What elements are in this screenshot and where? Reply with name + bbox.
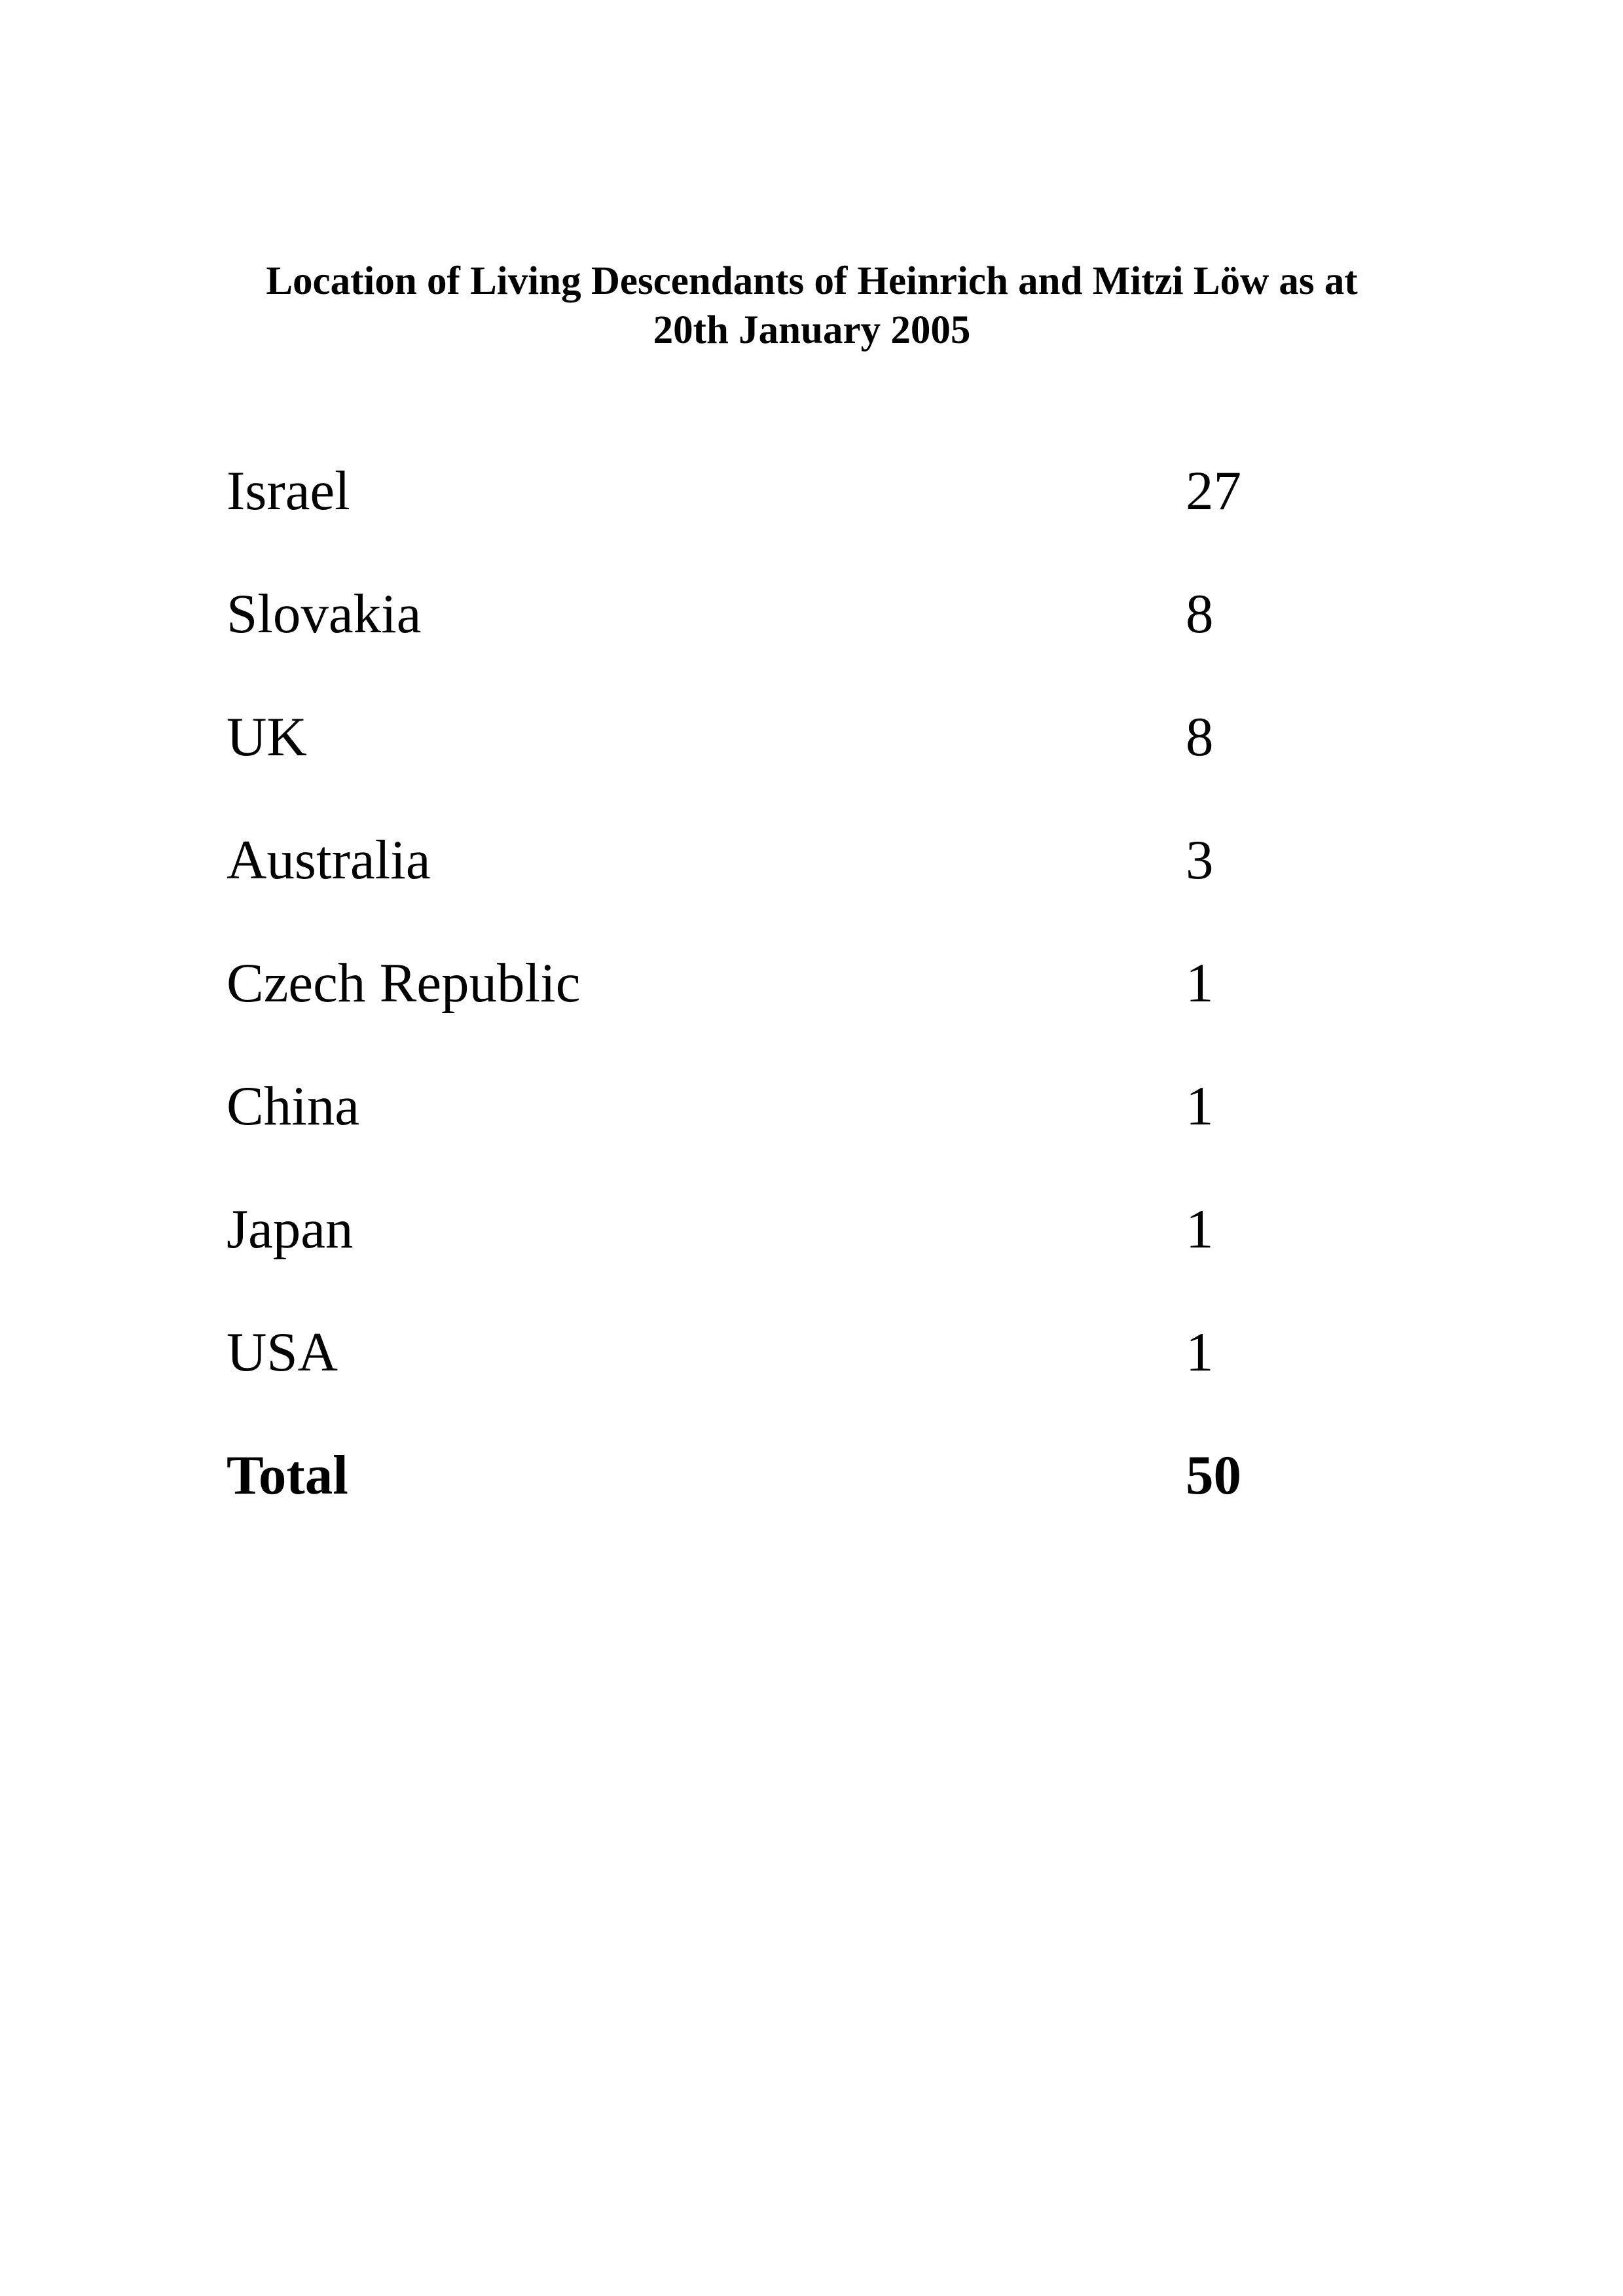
descendant-count: 27 [1186, 460, 1241, 522]
table-row [227, 947, 1340, 1070]
country-name: Australia [227, 829, 431, 891]
table-row [227, 1193, 1340, 1316]
country-name: Czech Republic [227, 952, 581, 1014]
country-name: UK [227, 706, 307, 768]
page-title [196, 257, 1427, 355]
country-name: USA [227, 1321, 338, 1383]
descendant-count: 8 [1186, 583, 1214, 645]
table-row [227, 455, 1340, 578]
table-row [227, 578, 1340, 701]
descendant-count: 1 [1186, 1075, 1214, 1137]
descendant-count: 1 [1186, 952, 1214, 1014]
total-label: Total [227, 1444, 348, 1506]
country-name: Israel [227, 460, 350, 522]
descendant-count: 1 [1186, 1198, 1214, 1260]
country-name: China [227, 1075, 360, 1137]
descendant-count: 1 [1186, 1321, 1214, 1383]
descendant-count: 8 [1186, 706, 1214, 768]
total-count: 50 [1186, 1444, 1241, 1506]
table-row [227, 824, 1340, 947]
title-line-1: Location of Living Descendants of Heinrich and Mitzi Löw as at [266, 259, 1358, 303]
total-row [227, 1439, 1340, 1562]
title-line-2: 20th January 2005 [653, 308, 971, 352]
descendants-table [227, 455, 1340, 1562]
table-row [227, 1070, 1340, 1193]
table-row [227, 1316, 1340, 1439]
country-name: Slovakia [227, 583, 422, 645]
descendant-count: 3 [1186, 829, 1214, 891]
country-name: Japan [227, 1198, 354, 1260]
table-row [227, 701, 1340, 824]
